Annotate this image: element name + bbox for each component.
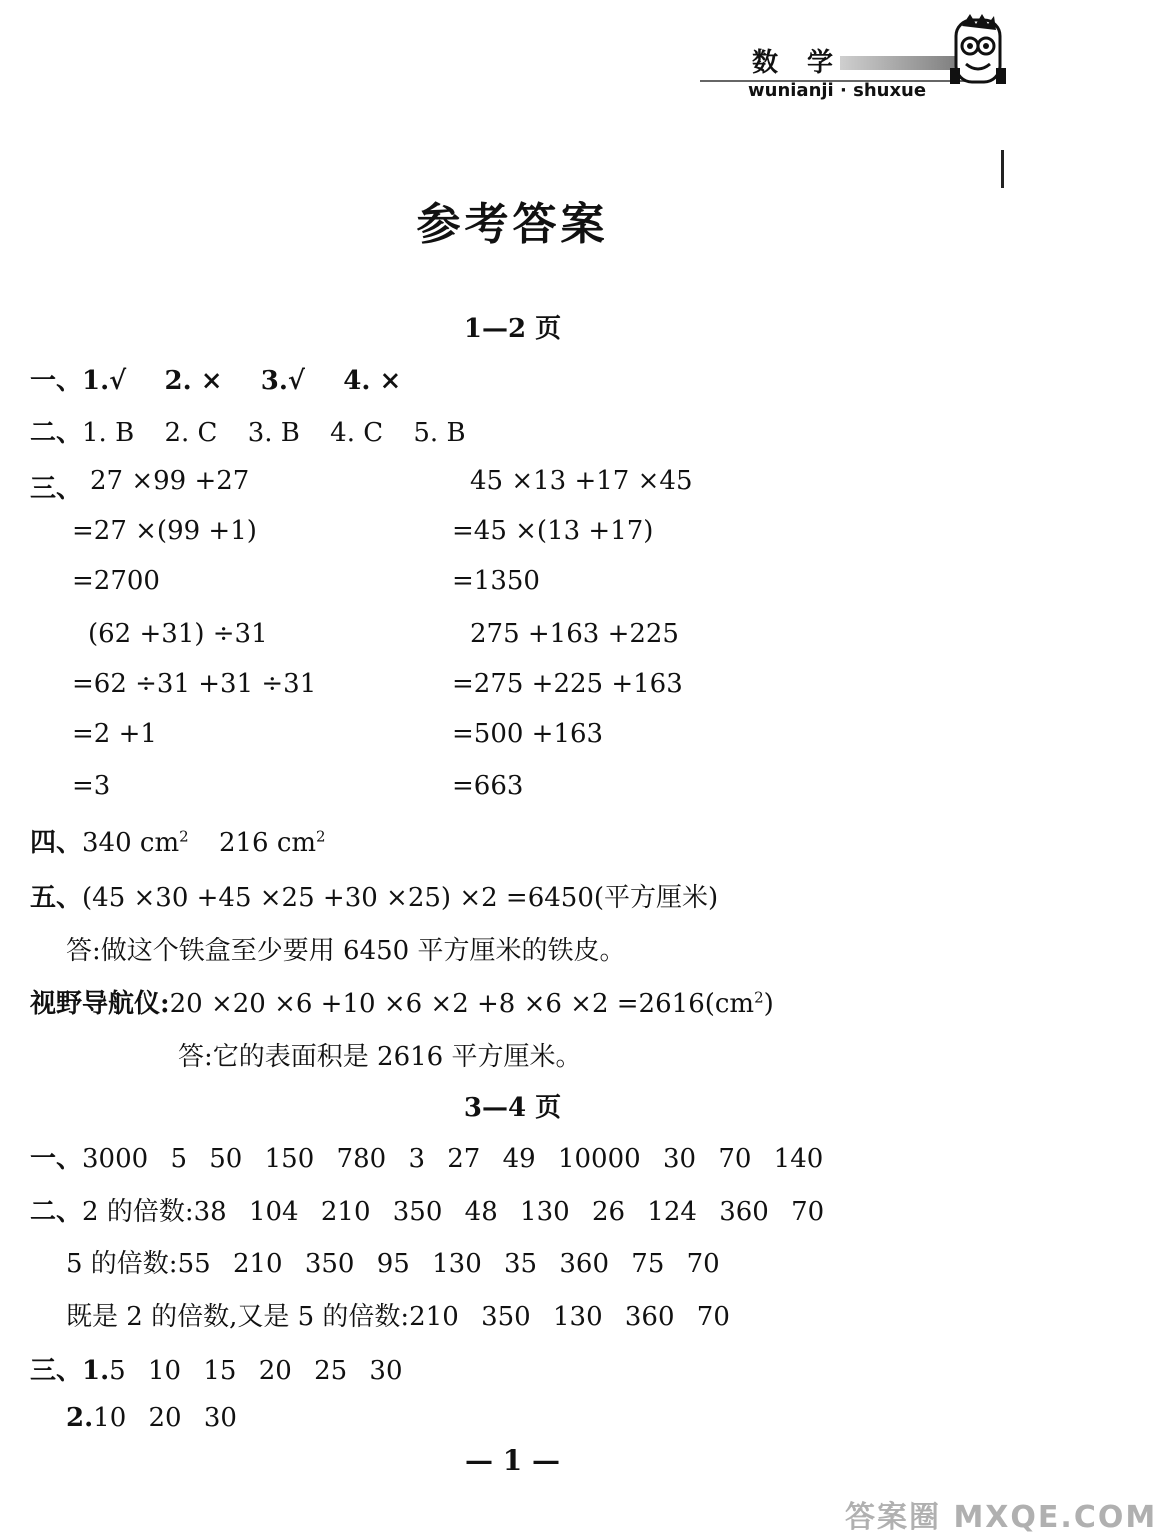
s2-q3-item: 30 [369,1356,403,1386]
s1-q3-right-line: =275 +225 +163 [452,669,683,699]
s1-q4-exp: 2 [179,827,189,846]
s2-q3-item: 5 [109,1356,126,1386]
s1-q4-row [30,822,326,859]
s2-q2-item: 360 [624,1302,675,1332]
s2-q2-row-label: 既是 2 的倍数,又是 5 的倍数: [66,1302,410,1332]
s2-q2-item: 55 [177,1249,211,1279]
s2-q3-row2 [66,1403,237,1433]
s2-q2-item: 210 [232,1249,283,1279]
s2-q3-item: 10 [93,1403,127,1433]
s2-q3-row-label: 2. [66,1403,94,1433]
s2-q1-item: 5 [170,1144,187,1174]
s1-extra-close: ) [763,989,774,1019]
watermark: 答案圈 MXQE.COM [845,1500,1157,1535]
page-title: 参考答案 [416,199,609,250]
s2-q1-item: 70 [718,1144,752,1174]
s1-extra-row [30,983,774,1020]
s1-q5-row [30,877,718,914]
s1-q5-label: 五、 [30,883,83,913]
s1-extra-label: 视野导航仪: [30,989,170,1019]
s2-q2-row-label: 2 的倍数: [82,1197,194,1227]
s1-q2-item: 3. B [247,418,300,448]
s2-q1-item: 10000 [557,1144,641,1174]
s1-q2-item: 4. C [330,418,384,448]
s1-q1-item: 2. × [164,366,223,396]
s1-extra-equation: 20 ×20 ×6 +10 ×6 ×2 +8 ×6 ×2 =2616(cm [169,989,755,1019]
s1-q3-right-line: 275 +163 +225 [470,619,679,649]
s2-q3-item: 10 [147,1356,182,1386]
header-band [840,56,965,70]
s2-q2-item: 75 [631,1249,665,1279]
s1-q3-right-line: =663 [452,771,524,801]
section-heading-1: 1—2 页 [463,314,562,344]
s2-q2-item: 130 [552,1302,603,1332]
s2-q2-label: 二、 [30,1197,83,1227]
page-number: — 1 — [465,1444,560,1477]
s2-q2-item: 70 [791,1197,825,1227]
s1-q2-item: 5. B [413,418,466,448]
s1-q3-right-line: =500 +163 [452,719,604,749]
s2-q2-row2 [66,1243,720,1280]
s2-q2-item: 350 [392,1197,443,1227]
s2-q2-item: 350 [304,1249,355,1279]
s2-q1-item: 3 [408,1144,425,1174]
s1-q1-item: 1.√ [82,366,127,396]
s1-q2-item: 2. C [164,418,218,448]
s2-q2-item: 70 [686,1249,720,1279]
s1-q3-left-line: =3 [72,771,111,801]
s2-q2-item: 104 [248,1197,299,1227]
s2-q2-item: 70 [696,1302,730,1332]
s2-q2-item: 130 [432,1249,482,1279]
mascot-icon [948,12,1008,92]
s2-q1-item: 780 [336,1144,387,1174]
s2-q3-item: 15 [203,1356,237,1386]
s2-q1-item: 150 [264,1144,315,1174]
s2-q3-item: 20 [148,1403,182,1433]
s2-q1-item: 27 [447,1144,481,1174]
s1-extra-exp: 2 [754,988,764,1007]
section-heading-2: 3—4 页 [463,1093,562,1123]
s1-q3-right-line: 45 ×13 +17 ×45 [470,466,693,496]
s2-q3-item: 25 [314,1356,348,1386]
s1-q5-answer: 答:做这个铁盒至少要用 6450 平方厘米的铁皮。 [66,936,626,966]
s2-q2-item: 210 [409,1302,459,1332]
s2-q2-item: 48 [464,1197,498,1227]
s1-q4-label: 四、 [30,828,83,858]
s2-q2-item: 124 [647,1197,697,1227]
s2-q2-row1 [30,1191,824,1228]
s2-q2-row-label: 5 的倍数: [66,1249,178,1279]
s1-extra-answer: 答:它的表面积是 2616 平方厘米。 [178,1042,582,1072]
s1-q1-label: 一、 [30,366,83,396]
s2-q2-item: 26 [591,1197,626,1227]
s1-q3-right-line: =45 ×(13 +17) [452,516,654,546]
s1-q3-left-line: =2 +1 [72,719,157,749]
s2-q2-item: 95 [376,1249,410,1279]
s2-q1-item: 49 [502,1144,536,1174]
s2-q3-row-label: 1. [82,1356,110,1386]
s1-q3-left-line: 27 ×99 +27 [90,466,250,496]
s2-q2-item: 360 [559,1249,610,1279]
s2-q3-label: 三、 [30,1356,83,1386]
header-subject: 数 学 [752,48,844,78]
s1-q3-left-line: (62 +31) ÷31 [88,619,268,649]
header-pinyin: wunianji · shuxue [748,80,927,101]
s2-q1-item: 3000 [82,1144,149,1174]
s1-q3-right-line: =1350 [452,566,540,596]
s1-q4-exp: 2 [316,827,326,846]
s2-q2-item: 35 [504,1249,538,1279]
s1-q2-label: 二、 [30,418,83,448]
s2-q2-item: 38 [193,1197,227,1227]
s1-q1-item: 4. × [343,366,402,396]
s1-q2-item: 1. B [82,418,135,448]
s1-q1-row [30,360,401,397]
s1-q3-left-line: =62 ÷31 +31 ÷31 [72,669,317,699]
s2-q2-item: 210 [320,1197,371,1227]
s1-q2-row [30,412,466,449]
s2-q2-item: 350 [481,1302,531,1332]
s2-q1-item: 50 [209,1144,243,1174]
s2-q2-item: 360 [719,1197,769,1227]
s2-q3-item: 30 [203,1403,237,1433]
s2-q1-row [30,1138,823,1175]
s2-q1-item: 140 [773,1144,824,1174]
s1-q3-left-line: =27 ×(99 +1) [72,516,257,546]
s1-q4-value: 216 cm [218,828,317,858]
s1-q4-value: 340 cm [82,828,180,858]
s2-q1-label: 一、 [30,1144,83,1174]
s2-q3-item: 20 [258,1356,292,1386]
s1-q1-item: 3.√ [260,366,305,396]
s2-q1-item: 30 [662,1144,697,1174]
s1-q3-label: 三、 [30,474,83,504]
s2-q3-row1 [30,1350,403,1387]
margin-mark [1001,150,1004,188]
s1-q3-left-line: =2700 [72,566,160,596]
s2-q2-item: 130 [520,1197,570,1227]
s2-q2-row3 [66,1296,730,1333]
s1-q5-equation: (45 ×30 +45 ×25 +30 ×25) ×2 =6450(平方厘米) [82,883,719,913]
